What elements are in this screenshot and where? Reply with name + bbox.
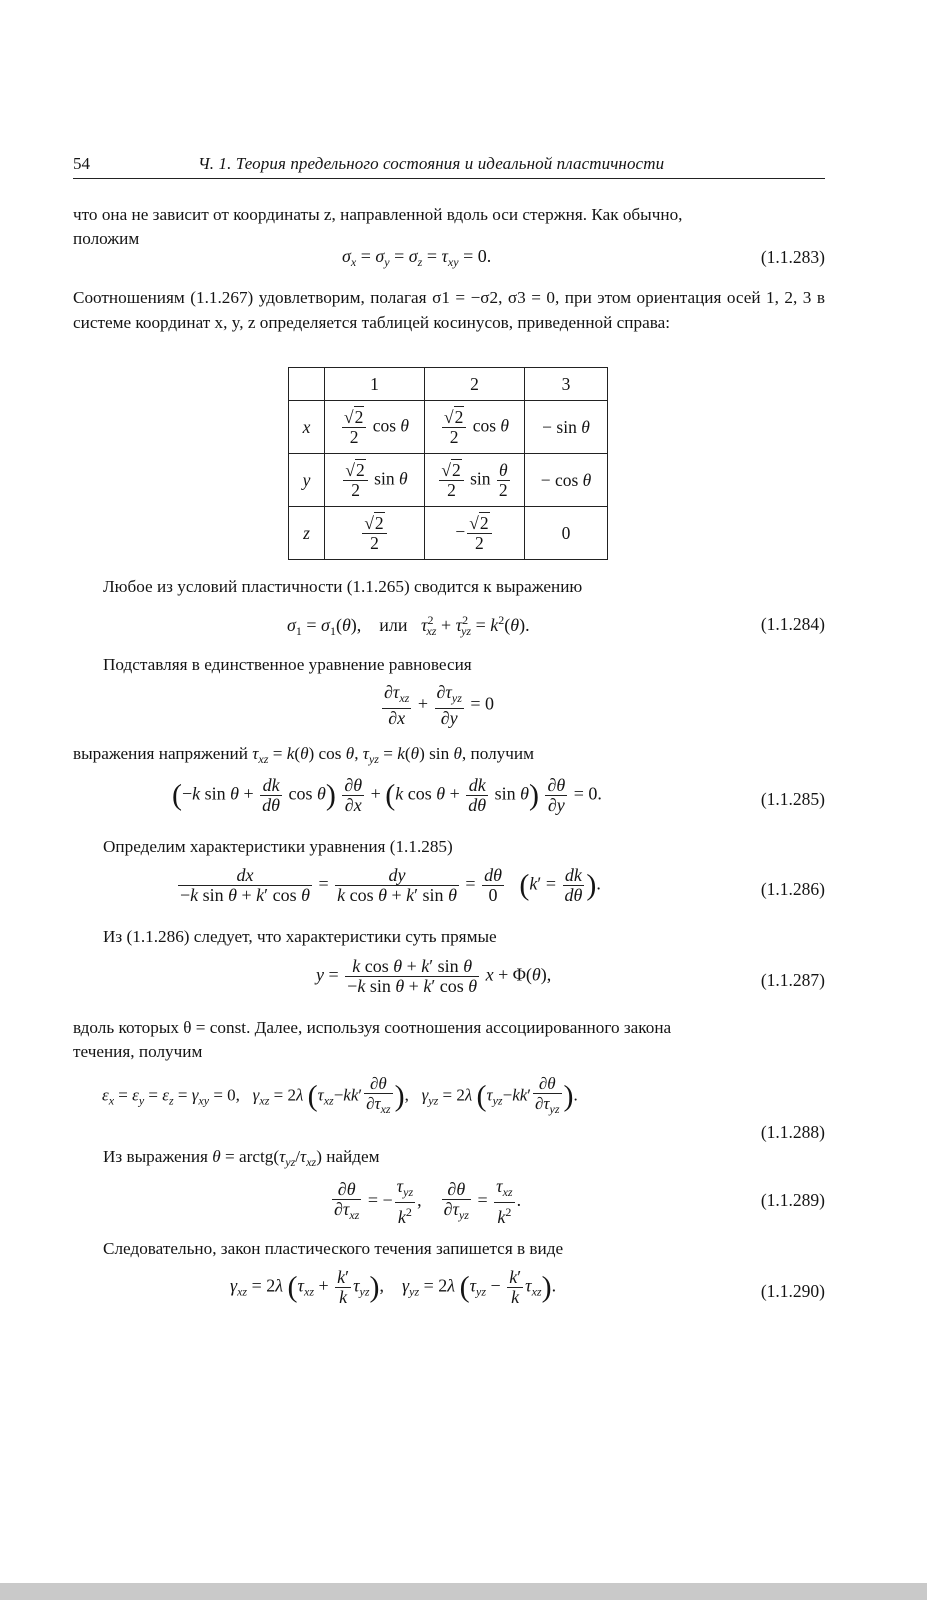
table-row-label: x xyxy=(289,401,325,454)
paragraph: Соотношениям (1.1.267) удовлетворим, полагая σ1 = −σ2, σ3 = 0, при этом ориентация осей 1, 2, 3 в системе координат x, y, z определяется таблицей косинусов, приведенной справа: xyxy=(73,288,825,332)
table-row-label: y xyxy=(289,454,325,507)
equation-number: (1.1.288) xyxy=(760,1122,825,1142)
equation-1-1-283: $\sigma_x = \sigma_y = \sigma_z = \tau_{xy} = 0$. xyxy=(342,246,492,269)
paragraph-line: течения, получим xyxy=(73,1042,203,1061)
equation-1-1-286: $\frac{dx}{\text{−k sin θ + k′ cos θ}}$ = $\frac{dy}{\text{k cos θ + k′ sin θ}}$ = $\frac{d\theta}{0}$ (k′ = $\frac{dk}{d\theta}$ ). xyxy=(180,865,601,905)
paragraph-line: Любое из условий пластичности (1.1.265) сводится к выражению xyxy=(103,577,583,596)
table-cell: − $\frac{√2}{2}$ xyxy=(425,507,525,560)
paragraph-line: Подставляя в единственное уравнение равновесия xyxy=(103,655,472,674)
table-row-label: z xyxy=(289,507,325,560)
equation-1-1-289: $\frac{\partial\theta}{\partial\tau_{xz}}$ = − $\frac{\tau_{yz}}{k^2}$ , $\frac{\partial\theta}{\partial\tau_{yz}}$ = $\frac{\tau_{xz}}{k^2}$ . xyxy=(334,1176,522,1227)
equation-number: (1.1.286) xyxy=(760,879,825,899)
scan-bottom-edge xyxy=(0,1583,927,1600)
table-corner-cell xyxy=(289,368,325,401)
equation-number: (1.1.289) xyxy=(760,1190,825,1210)
equation-1-1-284: $\sigma_1 = \sigma_1(\theta)$, или $\tau^2_{xz} + \tau^2_{yz} = k^2(\theta)$. xyxy=(287,613,530,638)
equation-1-1-287: y = $\frac{\text{k cos θ + k′ sin θ}}{\text{−k sin θ + k′ cos θ}}$ x + Φ(θ), xyxy=(316,956,552,996)
equation-1-1-285: (−k sin θ + $\frac{dk}{d\theta}$ cos θ) $\frac{\partial\theta}{\partial x}$ + (k cos θ + $\frac{dk}{d\theta}$ sin θ) $\frac{\partial\theta}{\partial y}$ = 0. xyxy=(172,775,602,815)
page-header xyxy=(73,152,825,179)
equation-number: (1.1.285) xyxy=(760,789,825,809)
equation-equilibrium: $\frac{\partial\tau_{xz}}{\partial x}$ + $\frac{\partial\tau_{yz}}{\partial y}$ = 0 xyxy=(384,682,495,728)
table-header-cell: 3 xyxy=(525,368,608,401)
table-cell: $\frac{√2}{2}$ sin θ xyxy=(325,454,425,507)
direction-cosines-table xyxy=(288,367,608,560)
table-cell: 0 xyxy=(525,507,608,560)
paragraph-line: Определим характеристики уравнения (1.1.285) xyxy=(103,837,453,856)
table-cell: $\frac{√2}{2}$ xyxy=(325,507,425,560)
table-cell: $\frac{√2}{2}$ cos θ xyxy=(425,401,525,454)
equation-1-1-288: $\varepsilon_x = \varepsilon_y = \varepsilon_z = \gamma_{xy} = 0$, $\gamma_{xz} = 2\lambda$ ($\tau_{xz}-kk'$ $\frac{\partial\theta}{\partial\tau_{xz}}$ ), $\gamma_{yz} = 2\lambda$ ($\tau_{yz}-kk'$ $\frac{\partial\theta}{\partial\tau_{yz}}$ ). xyxy=(102,1074,578,1116)
table-cell: − sin θ xyxy=(525,401,608,454)
table-header-cell: 1 xyxy=(325,368,425,401)
running-title: Ч. 1. Теория предельного состояния и идеальной пластичности xyxy=(198,154,665,173)
or-word: или xyxy=(379,615,408,635)
table-cell: $\frac{√2}{2}$ sin $\frac{\theta}{2}$ xyxy=(425,454,525,507)
page-number: 54 xyxy=(73,154,90,173)
paragraph-line: Из (1.1.286) следует, что характеристики суть прямые xyxy=(103,927,497,946)
equation-number: (1.1.284) xyxy=(760,614,825,634)
paragraph-line: вдоль которых θ = const. Далее, используя соотношения ассоциированного закона xyxy=(73,1018,672,1037)
paragraph-line: Следовательно, закон пластического течения запишется в виде xyxy=(103,1239,564,1258)
table-cell: $\frac{√2}{2}$ cos θ xyxy=(325,401,425,454)
paragraph-line: Из выражения $\theta = arctg(\tau_{yz}/\tau_{xz})$ найдем xyxy=(103,1147,380,1169)
equation-number: (1.1.287) xyxy=(760,970,825,990)
equation-number: (1.1.290) xyxy=(760,1281,825,1301)
equation-number: (1.1.283) xyxy=(760,247,825,267)
table-header-cell: 2 xyxy=(425,368,525,401)
paragraph-line: выражения напряжений $\tau_{xz} = k(\theta)$ cos θ, $\tau_{yz} = k(\theta)$ sin θ, получим xyxy=(73,744,534,766)
paragraph-line: что она не зависит от координаты z, направленной вдоль оси стержня. Как обычно, xyxy=(73,205,683,224)
equation-1-1-290: $\gamma_{xz} = 2\lambda$ ($\tau_{xz}$ + $\frac{k'}{k}$ $\tau_{yz}$), $\gamma_{yz} = 2\lambda$ ($\tau_{yz}$ − $\frac{k'}{k}$ $\tau_{xz}$). xyxy=(230,1267,557,1307)
table-cell: − cos θ xyxy=(525,454,608,507)
paragraph-line: положим xyxy=(73,229,140,248)
